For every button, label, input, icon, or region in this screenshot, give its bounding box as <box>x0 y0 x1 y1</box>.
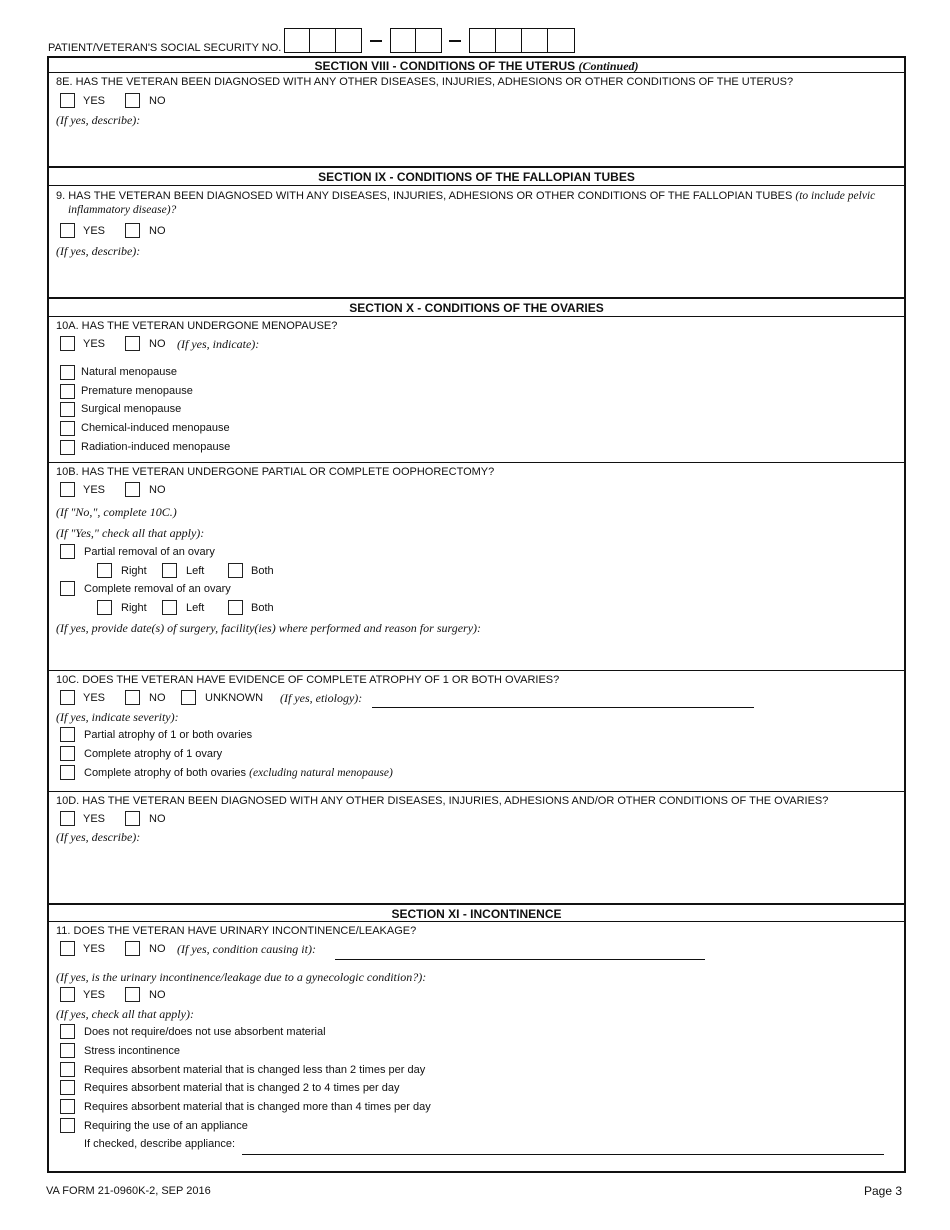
menopause-natural-checkbox[interactable] <box>60 365 75 380</box>
complete-left-checkbox[interactable] <box>162 600 177 615</box>
q10c-etiology-label: (If yes, etiology): <box>280 691 363 705</box>
q11-condition-label: (If yes, condition causing it): <box>177 942 316 956</box>
incontinence-option-checkbox[interactable] <box>60 1080 75 1095</box>
q10a-no-checkbox[interactable] <box>125 336 140 351</box>
section-10-header <box>48 297 905 317</box>
q10a-indicate-label: (If yes, indicate): <box>177 337 260 351</box>
incontinence-option-label: Requires absorbent material that is changed 2 to 4 times per day <box>84 1082 400 1094</box>
page-number: Page 3 <box>864 1184 903 1198</box>
q10c-no-checkbox[interactable] <box>125 690 140 705</box>
question-9 <box>56 190 875 202</box>
q11-no-label: NO <box>149 943 166 955</box>
atrophy-partial-label: Partial atrophy of 1 or both ovaries <box>84 729 253 741</box>
q9-describe-label: (If yes, describe): <box>56 244 141 258</box>
section-9-title: SECTION IX - CONDITIONS OF THE FALLOPIAN TUBES <box>318 170 635 184</box>
q10d-yes-checkbox[interactable] <box>60 811 75 826</box>
q10b-no-checkbox[interactable] <box>125 482 140 497</box>
q8e-no-checkbox[interactable] <box>125 93 140 108</box>
q10c-yes-checkbox[interactable] <box>60 690 75 705</box>
surgery-details-label: (If yes, provide date(s) of surgery, facility(ies) where performed and reason for surgery): <box>56 621 482 635</box>
menopause-premature-checkbox[interactable] <box>60 384 75 399</box>
check-all-label: (If yes, check all that apply): <box>56 1007 194 1021</box>
menopause-radiation-checkbox[interactable] <box>60 440 75 455</box>
question-10a: 10A. HAS THE VETERAN UNDERGONE MENOPAUSE? <box>56 320 338 332</box>
q10b-yes-label: YES <box>83 484 106 496</box>
complete-right-label: Right <box>121 602 147 614</box>
q10b-if-no-note: (If "No,", complete 10C.) <box>56 505 177 519</box>
divider <box>48 670 905 671</box>
incontinence-option-checkbox[interactable] <box>60 1043 75 1058</box>
q9-no-checkbox[interactable] <box>125 223 140 238</box>
question-9-text: 9. HAS THE VETERAN BEEN DIAGNOSED WITH ANY DISEASES, INJURIES, ADHESIONS OR OTHER CONDITIONS OF THE FALLOPIAN TUBES <box>56 190 793 202</box>
gyn-no-checkbox[interactable] <box>125 987 140 1002</box>
divider <box>48 791 905 792</box>
atrophy-both-note: (excluding natural menopause) <box>249 767 393 779</box>
q10d-describe-label: (If yes, describe): <box>56 830 141 844</box>
ssn-field-group[interactable] <box>390 28 442 53</box>
menopause-surgical-label: Surgical menopause <box>81 403 182 415</box>
menopause-chemical-checkbox[interactable] <box>60 421 75 436</box>
q11-condition-field[interactable] <box>335 959 705 960</box>
q10d-describe-field[interactable] <box>145 828 895 898</box>
incontinence-option-label: Requires absorbent material that is changed more than 4 times per day <box>84 1101 431 1113</box>
incontinence-option-checkbox[interactable] <box>60 1118 75 1133</box>
q10b-if-yes-note: (If "Yes," check all that apply): <box>56 526 205 540</box>
q11-yes-checkbox[interactable] <box>60 941 75 956</box>
section-8-header <box>48 56 905 73</box>
surgery-details-field[interactable] <box>56 638 896 666</box>
section-8-title: SECTION VIII - CONDITIONS OF THE UTERUS <box>314 59 576 73</box>
q8e-describe-field[interactable] <box>145 110 895 160</box>
complete-both-checkbox[interactable] <box>228 600 243 615</box>
complete-both-label: Both <box>251 602 274 614</box>
incontinence-option-checkbox[interactable] <box>60 1024 75 1039</box>
gyn-no-label: NO <box>149 989 166 1001</box>
q10a-yes-checkbox[interactable] <box>60 336 75 351</box>
complete-removal-checkbox[interactable] <box>60 581 75 596</box>
appliance-describe-label: If checked, describe appliance: <box>84 1138 236 1150</box>
partial-removal-checkbox[interactable] <box>60 544 75 559</box>
q8e-yes-label: YES <box>83 95 106 107</box>
gyn-yes-label: YES <box>83 989 106 1001</box>
incontinence-option-label: Stress incontinence <box>84 1045 180 1057</box>
section-10-title: SECTION X - CONDITIONS OF THE OVARIES <box>349 301 604 315</box>
gyn-yes-checkbox[interactable] <box>60 987 75 1002</box>
q10b-no-label: NO <box>149 484 166 496</box>
complete-removal-label: Complete removal of an ovary <box>84 583 231 595</box>
q10c-unknown-label: UNKNOWN <box>205 692 264 704</box>
partial-removal-label: Partial removal of an ovary <box>84 546 215 558</box>
incontinence-option-checkbox[interactable] <box>60 1062 75 1077</box>
q10d-no-checkbox[interactable] <box>125 811 140 826</box>
section-11-title: SECTION XI - INCONTINENCE <box>391 907 562 921</box>
incontinence-option-checkbox[interactable] <box>60 1099 75 1114</box>
menopause-surgical-checkbox[interactable] <box>60 402 75 417</box>
ssn-field-serial[interactable] <box>469 28 575 53</box>
q10c-unknown-checkbox[interactable] <box>181 690 196 705</box>
q10c-yes-label: YES <box>83 692 106 704</box>
q9-yes-label: YES <box>83 225 106 237</box>
atrophy-partial-checkbox[interactable] <box>60 727 75 742</box>
ssn-dash <box>370 40 382 42</box>
menopause-chemical-label: Chemical-induced menopause <box>81 422 230 434</box>
form-id: VA FORM 21-0960K-2, SEP 2016 <box>46 1185 211 1197</box>
partial-right-checkbox[interactable] <box>97 563 112 578</box>
atrophy-one-label: Complete atrophy of 1 ovary <box>84 748 223 760</box>
q10c-etiology-field[interactable] <box>372 707 754 708</box>
question-11: 11. DOES THE VETERAN HAVE URINARY INCONTINENCE/LEAKAGE? <box>56 925 417 937</box>
section-8-title-suffix: (Continued) <box>578 59 639 73</box>
question-9-italic-1: (to include pelvic <box>795 190 876 202</box>
incontinence-option-label: Does not require/does not use absorbent material <box>84 1026 326 1038</box>
incontinence-option-label: Requires absorbent material that is changed less than 2 times per day <box>84 1064 426 1076</box>
q11-no-checkbox[interactable] <box>125 941 140 956</box>
question-9-italic-2: inflammatory disease)? <box>68 204 177 216</box>
q9-no-label: NO <box>149 225 166 237</box>
atrophy-both-text: Complete atrophy of both ovaries <box>84 767 247 779</box>
menopause-premature-label: Premature menopause <box>81 385 193 397</box>
q10b-yes-checkbox[interactable] <box>60 482 75 497</box>
incontinence-option-label: Requiring the use of an appliance <box>84 1120 248 1132</box>
menopause-radiation-label: Radiation-induced menopause <box>81 441 231 453</box>
atrophy-one-checkbox[interactable] <box>60 746 75 761</box>
q8e-yes-checkbox[interactable] <box>60 93 75 108</box>
q10c-no-label: NO <box>149 692 166 704</box>
atrophy-both-label <box>84 767 393 779</box>
partial-left-checkbox[interactable] <box>162 563 177 578</box>
question-10c: 10C. DOES THE VETERAN HAVE EVIDENCE OF COMPLETE ATROPHY OF 1 OR BOTH OVARIES? <box>56 674 560 686</box>
q11-yes-label: YES <box>83 943 106 955</box>
question-10d: 10D. HAS THE VETERAN BEEN DIAGNOSED WITH ANY OTHER DISEASES, INJURIES, ADHESIONS AND/OR OTHER CONDITIONS OF THE OVARIES? <box>56 795 829 807</box>
partial-right-label: Right <box>121 565 147 577</box>
question-10b: 10B. HAS THE VETERAN UNDERGONE PARTIAL OR COMPLETE OOPHORECTOMY? <box>56 466 495 478</box>
q10a-no-label: NO <box>149 338 166 350</box>
menopause-natural-label: Natural menopause <box>81 366 178 378</box>
atrophy-both-checkbox[interactable] <box>60 765 75 780</box>
q8e-no-label: NO <box>149 95 166 107</box>
section-9-header <box>48 166 905 186</box>
divider <box>48 462 905 463</box>
q8e-describe-label: (If yes, describe): <box>56 113 141 127</box>
ssn-field-area[interactable] <box>284 28 362 53</box>
q10d-yes-label: YES <box>83 813 106 825</box>
complete-left-label: Left <box>186 602 205 614</box>
q10c-severity-label: (If yes, indicate severity): <box>56 710 179 724</box>
partial-both-label: Both <box>251 565 274 577</box>
partial-left-label: Left <box>186 565 205 577</box>
partial-both-checkbox[interactable] <box>228 563 243 578</box>
q10d-no-label: NO <box>149 813 166 825</box>
q9-yes-checkbox[interactable] <box>60 223 75 238</box>
complete-right-checkbox[interactable] <box>97 600 112 615</box>
ssn-label: PATIENT/VETERAN'S SOCIAL SECURITY NO. <box>48 42 282 54</box>
question-8e: 8E. HAS THE VETERAN BEEN DIAGNOSED WITH ANY OTHER DISEASES, INJURIES, ADHESIONS OR OTHER CONDITIONS OF THE UTERUS? <box>56 76 794 88</box>
q9-describe-field[interactable] <box>145 240 895 290</box>
gyn-question-label: (If yes, is the urinary incontinence/leakage due to a gynecologic condition?): <box>56 970 427 984</box>
ssn-dash <box>449 40 461 42</box>
q10a-yes-label: YES <box>83 338 106 350</box>
section-11-header <box>48 903 905 922</box>
appliance-describe-field[interactable] <box>242 1154 884 1155</box>
